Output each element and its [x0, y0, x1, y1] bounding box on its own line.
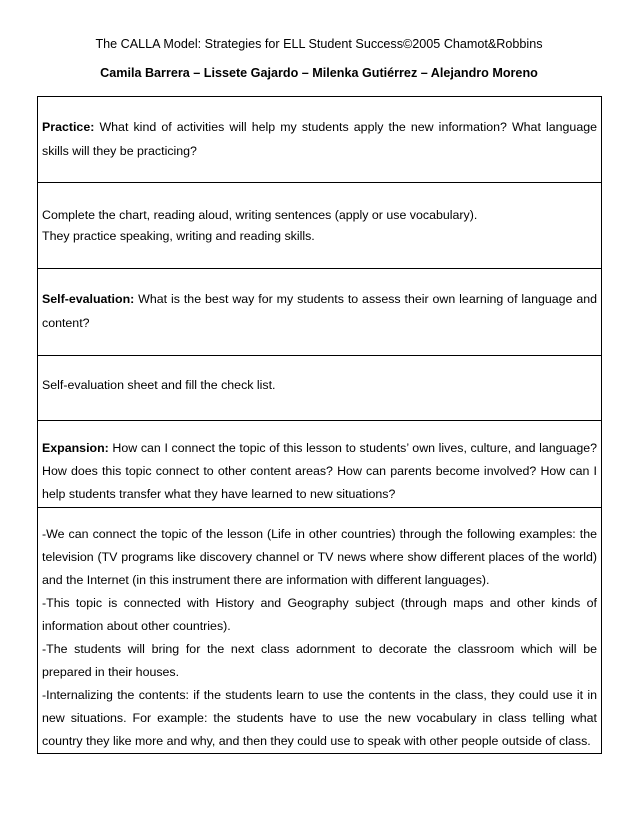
self-evaluation-answer-cell — [38, 356, 601, 421]
authors-line: Camila Barrera – Lissete Gajardo – Milenka Gutiérrez – Alejandro Moreno — [100, 66, 538, 80]
self-evaluation-question-text: What is the best way for my students to assess their own learning of language and content? — [42, 292, 597, 330]
lesson-plan-table — [37, 96, 602, 754]
self-evaluation-label: Self-evaluation: — [42, 292, 135, 306]
practice-answer-line: They practice speaking, writing and reading skills. — [42, 229, 315, 243]
expansion-answer-paragraph: -Internalizing the contents: if the students learn to use the contents in the class, they could use it in new situations. For example: the students have to use the new vocabulary in class telling what country they like more and why, and then they could use to speak with other people outside of class. — [42, 688, 597, 748]
expansion-question-cell — [38, 421, 601, 508]
practice-question — [42, 115, 597, 163]
expansion-answer-paragraph: -We can connect the topic of the lesson (Life in other countries) through the following examples: the television (TV programs like discovery channel or TV news where show different places of the world) and the Internet (in this instrument there are information with different languages). — [42, 527, 597, 587]
page-header: The CALLA Model: Strategies for ELL Student Success©2005 Chamot&Robbins — [95, 37, 543, 51]
expansion-label: Expansion: — [42, 441, 109, 455]
self-evaluation-question-cell — [38, 269, 601, 356]
expansion-answer-paragraph: -This topic is connected with History and Geography subject (through maps and other kinds of information about other countries). — [42, 596, 597, 633]
practice-question-cell — [38, 97, 601, 183]
practice-label: Practice: — [42, 120, 95, 134]
expansion-answer-cell — [38, 508, 601, 753]
expansion-question-text: How can I connect the topic of this lesson to students’ own lives, culture, and language? How does this topic connect to other content areas? How can parents become involved? How can I help students transfer what they have learned to new situations? — [42, 441, 597, 501]
expansion-question — [42, 437, 597, 506]
expansion-answer-paragraph: -The students will bring for the next class adornment to decorate the classroom which will be prepared in their houses. — [42, 642, 597, 679]
practice-question-text: What kind of activities will help my students apply the new information? What language skills will they be practicing? — [42, 120, 597, 158]
self-evaluation-question — [42, 287, 597, 335]
self-evaluation-answer: Self-evaluation sheet and fill the check list. — [42, 378, 276, 392]
practice-answer-cell — [38, 183, 601, 269]
practice-answer-line: Complete the chart, reading aloud, writing sentences (apply or use vocabulary). — [42, 208, 478, 222]
